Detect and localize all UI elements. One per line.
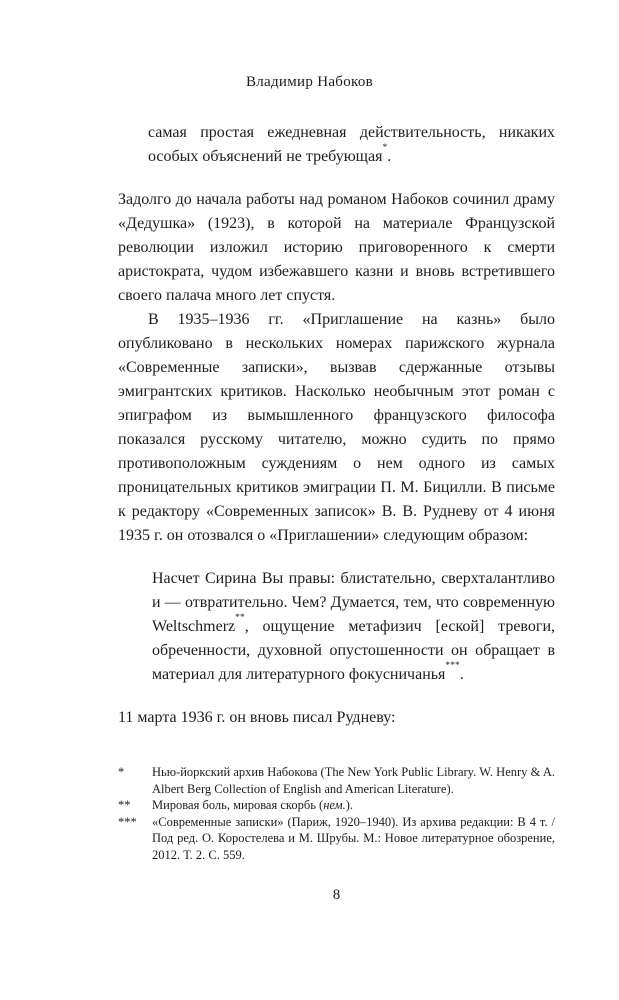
footnote-1 — [118, 764, 555, 797]
page-body — [118, 121, 555, 863]
footnote-3-text: «Современные записки» (Париж, 1920–1940). Из архива редакции: В 4 т. / Под ред. О. Коростелева и М. Шрубы. М.: Новое литературное обозрение, 2012. Т. 2. С. 559. — [152, 814, 555, 862]
page-number-row — [118, 887, 555, 904]
paragraph-drama: Задолго до начала работы над романом Набоков сочинил драму «Дедушка» (1923), в которой на материале Французской революции изложил историю приговоренного к смерти аристократа, чудом избежавшего казни и вновь встретившего своего палача много лет спустя. — [118, 191, 555, 304]
footnotes-block — [118, 764, 555, 863]
running-header: Владимир Набоков — [245, 74, 374, 90]
footnote-3-marker: *** — [118, 814, 137, 829]
footnote-2-marker: ** — [118, 798, 131, 812]
quote-continuation: самая простая ежедневная действительность, никаких особых объяснений не требующая*. — [148, 124, 555, 165]
page-number: 8 — [332, 887, 341, 903]
blockquote-bitsilli-letter: Насчет Сирина Вы правы: блистательно, сверхталантливо и — отвратительно. Чем? Думается, тем, что современную Weltschmerz**, ощущение метафизич [еской] тревоги, обреченности, духовной опустошенности он обращает в материал для литературного фокусничанья***. — [152, 570, 555, 683]
paragraph-date: 11 марта 1936 г. он вновь писал Рудневу: — [118, 709, 396, 726]
footnote-2-text: Мировая боль, мировая скорбь (нем.). — [152, 798, 354, 812]
footnote-1-text: Нью-йоркский архив Набокова (The New York Public Library. W. Henry & A. Albert Berg Collection of English and American Literature). — [152, 765, 555, 796]
footnote-1-marker: * — [118, 765, 125, 779]
footnote-2 — [118, 797, 555, 814]
paragraph-publication: В 1935–1936 гг. «Приглашение на казнь» было опубликовано в нескольких номерах парижского журнала «Современные записки», вызвав сдержанные отзывы эмигрантских критиков. Насколько необычным этот роман с эпиграфом из вымышленного французского философа показался русскому читателю, можно судить по прямо противоположным суждениям о нем одного из самых проницательных критиков эмиграции П. М. Бицилли. В письме к редактору «Современных записок» В. В. Рудневу от 4 июня 1935 г. он отозвался о «Приглашении» следующим образом: — [118, 311, 555, 544]
footnote-3 — [118, 814, 555, 864]
